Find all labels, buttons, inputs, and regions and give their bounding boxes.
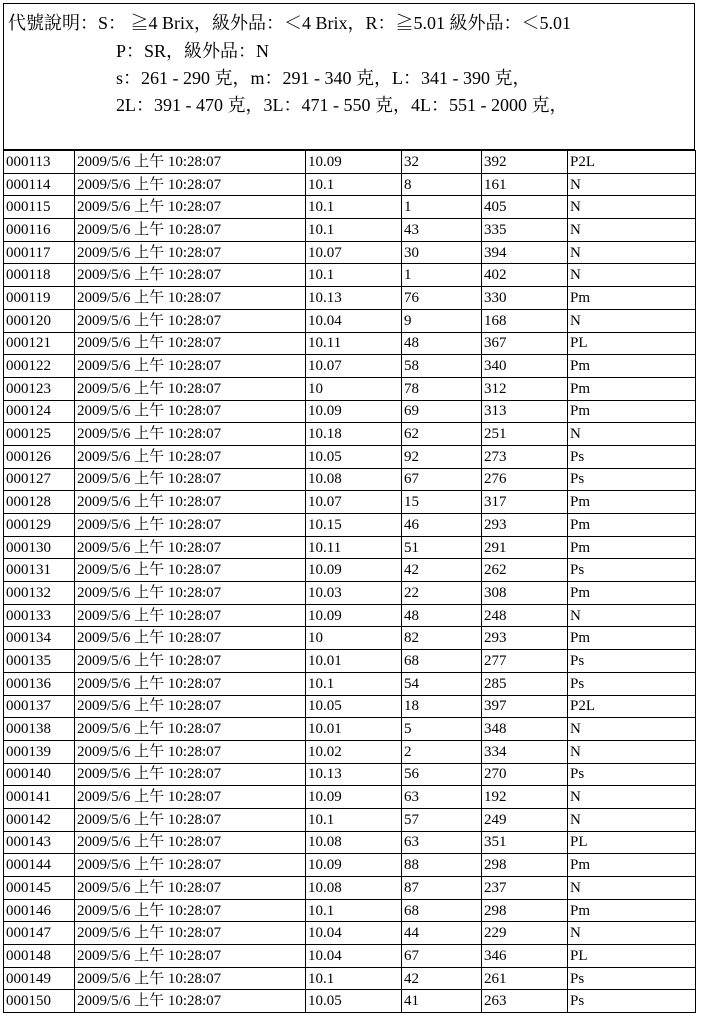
id-cell: 000118 <box>4 264 75 287</box>
count-cell: 82 <box>402 627 482 650</box>
brix-cell: 10.13 <box>306 763 402 786</box>
grade-cell: Ps <box>568 990 696 1013</box>
legend-line-3: s：261 - 290 克，m：291 - 340 克，L：341 - 390 克， <box>116 68 531 88</box>
datetime-cell: 2009/5/6 上午 10:28:07 <box>75 740 306 763</box>
table-row <box>4 945 696 968</box>
datetime-cell: 2009/5/6 上午 10:28:07 <box>75 332 306 355</box>
table-row <box>4 559 696 582</box>
datetime-cell: 2009/5/6 上午 10:28:07 <box>75 355 306 378</box>
brix-cell: 10.1 <box>306 899 402 922</box>
count-cell: 32 <box>402 151 482 174</box>
grade-cell: N <box>568 309 696 332</box>
datetime-cell: 2009/5/6 上午 10:28:07 <box>75 309 306 332</box>
table-row <box>4 196 696 219</box>
datetime-cell: 2009/5/6 上午 10:28:07 <box>75 763 306 786</box>
table-row <box>4 695 696 718</box>
count-cell: 2 <box>402 740 482 763</box>
count-cell: 41 <box>402 990 482 1013</box>
datetime-cell: 2009/5/6 上午 10:28:07 <box>75 990 306 1013</box>
datetime-cell: 2009/5/6 上午 10:28:07 <box>75 695 306 718</box>
id-cell: 000138 <box>4 718 75 741</box>
datetime-cell: 2009/5/6 上午 10:28:07 <box>75 922 306 945</box>
id-cell: 000141 <box>4 786 75 809</box>
grade-cell: Ps <box>568 445 696 468</box>
grade-cell: PL <box>568 332 696 355</box>
datetime-cell: 2009/5/6 上午 10:28:07 <box>75 877 306 900</box>
datetime-cell: 2009/5/6 上午 10:28:07 <box>75 377 306 400</box>
weight-cell: 402 <box>482 264 568 287</box>
brix-cell: 10.04 <box>306 309 402 332</box>
brix-cell: 10 <box>306 377 402 400</box>
count-cell: 42 <box>402 559 482 582</box>
grade-cell: N <box>568 786 696 809</box>
grade-cell: N <box>568 808 696 831</box>
id-cell: 000137 <box>4 695 75 718</box>
weight-cell: 285 <box>482 672 568 695</box>
brix-cell: 10.08 <box>306 877 402 900</box>
datetime-cell: 2009/5/6 上午 10:28:07 <box>75 514 306 537</box>
id-cell: 000143 <box>4 831 75 854</box>
datetime-cell: 2009/5/6 上午 10:28:07 <box>75 559 306 582</box>
datetime-cell: 2009/5/6 上午 10:28:07 <box>75 945 306 968</box>
id-cell: 000128 <box>4 491 75 514</box>
weight-cell: 308 <box>482 582 568 605</box>
brix-cell: 10.11 <box>306 536 402 559</box>
brix-cell: 10.07 <box>306 355 402 378</box>
count-cell: 63 <box>402 831 482 854</box>
weight-cell: 293 <box>482 627 568 650</box>
brix-cell: 10.05 <box>306 695 402 718</box>
id-cell: 000136 <box>4 672 75 695</box>
legend-line-2: P：SR，級外品：N <box>116 41 270 61</box>
grade-cell: Pm <box>568 514 696 537</box>
id-cell: 000132 <box>4 582 75 605</box>
table-row <box>4 491 696 514</box>
table-row <box>4 763 696 786</box>
grade-cell: N <box>568 196 696 219</box>
count-cell: 68 <box>402 650 482 673</box>
count-cell: 69 <box>402 400 482 423</box>
id-cell: 000123 <box>4 377 75 400</box>
brix-cell: 10.09 <box>306 400 402 423</box>
count-cell: 76 <box>402 287 482 310</box>
brix-cell: 10.05 <box>306 990 402 1013</box>
datetime-cell: 2009/5/6 上午 10:28:07 <box>75 672 306 695</box>
table-row <box>4 922 696 945</box>
id-cell: 000150 <box>4 990 75 1013</box>
id-cell: 000144 <box>4 854 75 877</box>
id-cell: 000139 <box>4 740 75 763</box>
datetime-cell: 2009/5/6 上午 10:28:07 <box>75 173 306 196</box>
weight-cell: 405 <box>482 196 568 219</box>
datetime-cell: 2009/5/6 上午 10:28:07 <box>75 219 306 242</box>
id-cell: 000115 <box>4 196 75 219</box>
table-body <box>4 151 696 1013</box>
id-cell: 000134 <box>4 627 75 650</box>
weight-cell: 317 <box>482 491 568 514</box>
id-cell: 000119 <box>4 287 75 310</box>
brix-cell: 10.09 <box>306 559 402 582</box>
weight-cell: 273 <box>482 445 568 468</box>
table-row <box>4 377 696 400</box>
table-row <box>4 967 696 990</box>
weight-cell: 237 <box>482 877 568 900</box>
table-row <box>4 990 696 1013</box>
count-cell: 62 <box>402 423 482 446</box>
weight-cell: 293 <box>482 514 568 537</box>
grade-cell: P2L <box>568 151 696 174</box>
datetime-cell: 2009/5/6 上午 10:28:07 <box>75 650 306 673</box>
id-cell: 000114 <box>4 173 75 196</box>
brix-cell: 10.1 <box>306 808 402 831</box>
table-row <box>4 672 696 695</box>
weight-cell: 249 <box>482 808 568 831</box>
id-cell: 000142 <box>4 808 75 831</box>
grade-cell: Pm <box>568 899 696 922</box>
weight-cell: 262 <box>482 559 568 582</box>
table-row <box>4 445 696 468</box>
weight-cell: 312 <box>482 377 568 400</box>
brix-cell: 10.04 <box>306 945 402 968</box>
count-cell: 54 <box>402 672 482 695</box>
grade-cell: PL <box>568 945 696 968</box>
brix-cell: 10.03 <box>306 582 402 605</box>
grade-cell: P2L <box>568 695 696 718</box>
weight-cell: 161 <box>482 173 568 196</box>
id-cell: 000133 <box>4 604 75 627</box>
grade-cell: N <box>568 604 696 627</box>
weight-cell: 351 <box>482 831 568 854</box>
datetime-cell: 2009/5/6 上午 10:28:07 <box>75 831 306 854</box>
grade-cell: N <box>568 877 696 900</box>
datetime-cell: 2009/5/6 上午 10:28:07 <box>75 196 306 219</box>
brix-cell: 10.07 <box>306 241 402 264</box>
brix-cell: 10.1 <box>306 173 402 196</box>
grade-cell: Ps <box>568 468 696 491</box>
table-row <box>4 808 696 831</box>
table-row <box>4 287 696 310</box>
weight-cell: 313 <box>482 400 568 423</box>
count-cell: 87 <box>402 877 482 900</box>
weight-cell: 392 <box>482 151 568 174</box>
id-cell: 000129 <box>4 514 75 537</box>
datetime-cell: 2009/5/6 上午 10:28:07 <box>75 854 306 877</box>
table-row <box>4 831 696 854</box>
brix-cell: 10.09 <box>306 604 402 627</box>
table-row <box>4 151 696 174</box>
count-cell: 46 <box>402 514 482 537</box>
grade-cell: N <box>568 219 696 242</box>
count-cell: 1 <box>402 264 482 287</box>
legend-box <box>3 3 695 150</box>
id-cell: 000120 <box>4 309 75 332</box>
grade-cell: N <box>568 740 696 763</box>
id-cell: 000149 <box>4 967 75 990</box>
grade-cell: Ps <box>568 967 696 990</box>
grade-cell: Pm <box>568 536 696 559</box>
table-row <box>4 173 696 196</box>
grade-cell: N <box>568 922 696 945</box>
count-cell: 51 <box>402 536 482 559</box>
datetime-cell: 2009/5/6 上午 10:28:07 <box>75 445 306 468</box>
grade-cell: Ps <box>568 763 696 786</box>
id-cell: 000145 <box>4 877 75 900</box>
count-cell: 67 <box>402 945 482 968</box>
weight-cell: 298 <box>482 854 568 877</box>
table-row <box>4 877 696 900</box>
brix-cell: 10.08 <box>306 831 402 854</box>
count-cell: 30 <box>402 241 482 264</box>
weight-cell: 248 <box>482 604 568 627</box>
table-row <box>4 423 696 446</box>
grade-cell: Ps <box>568 650 696 673</box>
datetime-cell: 2009/5/6 上午 10:28:07 <box>75 423 306 446</box>
table-row <box>4 718 696 741</box>
datetime-cell: 2009/5/6 上午 10:28:07 <box>75 241 306 264</box>
datetime-cell: 2009/5/6 上午 10:28:07 <box>75 627 306 650</box>
count-cell: 63 <box>402 786 482 809</box>
datetime-cell: 2009/5/6 上午 10:28:07 <box>75 718 306 741</box>
brix-cell: 10.18 <box>306 423 402 446</box>
table-row <box>4 627 696 650</box>
grade-cell: Pm <box>568 377 696 400</box>
grade-cell: N <box>568 241 696 264</box>
weight-cell: 335 <box>482 219 568 242</box>
datetime-cell: 2009/5/6 上午 10:28:07 <box>75 400 306 423</box>
weight-cell: 168 <box>482 309 568 332</box>
id-cell: 000140 <box>4 763 75 786</box>
brix-cell: 10 <box>306 627 402 650</box>
datetime-cell: 2009/5/6 上午 10:28:07 <box>75 786 306 809</box>
id-cell: 000135 <box>4 650 75 673</box>
datetime-cell: 2009/5/6 上午 10:28:07 <box>75 264 306 287</box>
legend-line-1: 代號說明：S： ≧4 Brix，級外品：＜4 Brix，R：≧5.01 級外品：＜5.01 <box>8 13 572 33</box>
weight-cell: 348 <box>482 718 568 741</box>
id-cell: 000117 <box>4 241 75 264</box>
datetime-cell: 2009/5/6 上午 10:28:07 <box>75 536 306 559</box>
grade-cell: Ps <box>568 672 696 695</box>
count-cell: 44 <box>402 922 482 945</box>
table-row <box>4 468 696 491</box>
brix-cell: 10.15 <box>306 514 402 537</box>
brix-cell: 10.1 <box>306 196 402 219</box>
count-cell: 18 <box>402 695 482 718</box>
count-cell: 5 <box>402 718 482 741</box>
weight-cell: 340 <box>482 355 568 378</box>
brix-cell: 10.01 <box>306 718 402 741</box>
table-row <box>4 309 696 332</box>
id-cell: 000113 <box>4 151 75 174</box>
table-row <box>4 604 696 627</box>
table-row <box>4 899 696 922</box>
datetime-cell: 2009/5/6 上午 10:28:07 <box>75 967 306 990</box>
weight-cell: 291 <box>482 536 568 559</box>
grade-cell: N <box>568 718 696 741</box>
count-cell: 57 <box>402 808 482 831</box>
table-row <box>4 355 696 378</box>
table-row <box>4 854 696 877</box>
grade-cell: PL <box>568 831 696 854</box>
weight-cell: 192 <box>482 786 568 809</box>
count-cell: 9 <box>402 309 482 332</box>
weight-cell: 397 <box>482 695 568 718</box>
weight-cell: 367 <box>482 332 568 355</box>
datetime-cell: 2009/5/6 上午 10:28:07 <box>75 582 306 605</box>
count-cell: 58 <box>402 355 482 378</box>
datetime-cell: 2009/5/6 上午 10:28:07 <box>75 491 306 514</box>
table-row <box>4 264 696 287</box>
weight-cell: 346 <box>482 945 568 968</box>
brix-cell: 10.1 <box>306 672 402 695</box>
table-row <box>4 650 696 673</box>
grade-cell: N <box>568 173 696 196</box>
count-cell: 43 <box>402 219 482 242</box>
brix-cell: 10.13 <box>306 287 402 310</box>
count-cell: 92 <box>402 445 482 468</box>
table-row <box>4 582 696 605</box>
id-cell: 000124 <box>4 400 75 423</box>
grade-cell: Pm <box>568 627 696 650</box>
id-cell: 000127 <box>4 468 75 491</box>
brix-cell: 10.05 <box>306 445 402 468</box>
id-cell: 000148 <box>4 945 75 968</box>
count-cell: 1 <box>402 196 482 219</box>
count-cell: 42 <box>402 967 482 990</box>
table-row <box>4 219 696 242</box>
count-cell: 48 <box>402 332 482 355</box>
weight-cell: 277 <box>482 650 568 673</box>
table-row <box>4 786 696 809</box>
weight-cell: 276 <box>482 468 568 491</box>
id-cell: 000121 <box>4 332 75 355</box>
table-row <box>4 241 696 264</box>
id-cell: 000147 <box>4 922 75 945</box>
datetime-cell: 2009/5/6 上午 10:28:07 <box>75 899 306 922</box>
id-cell: 000126 <box>4 445 75 468</box>
id-cell: 000131 <box>4 559 75 582</box>
brix-cell: 10.1 <box>306 219 402 242</box>
grade-cell: Pm <box>568 582 696 605</box>
brix-cell: 10.09 <box>306 786 402 809</box>
brix-cell: 10.1 <box>306 967 402 990</box>
table-row <box>4 400 696 423</box>
brix-cell: 10.08 <box>306 468 402 491</box>
table-row <box>4 514 696 537</box>
count-cell: 68 <box>402 899 482 922</box>
brix-cell: 10.11 <box>306 332 402 355</box>
id-cell: 000146 <box>4 899 75 922</box>
grade-cell: Pm <box>568 491 696 514</box>
id-cell: 000130 <box>4 536 75 559</box>
data-table <box>3 150 696 1013</box>
brix-cell: 10.01 <box>306 650 402 673</box>
datetime-cell: 2009/5/6 上午 10:28:07 <box>75 468 306 491</box>
grade-cell: Pm <box>568 355 696 378</box>
weight-cell: 334 <box>482 740 568 763</box>
count-cell: 78 <box>402 377 482 400</box>
table-row <box>4 740 696 763</box>
brix-cell: 10.04 <box>306 922 402 945</box>
brix-cell: 10.07 <box>306 491 402 514</box>
grade-cell: Pm <box>568 287 696 310</box>
weight-cell: 229 <box>482 922 568 945</box>
weight-cell: 298 <box>482 899 568 922</box>
weight-cell: 394 <box>482 241 568 264</box>
weight-cell: 263 <box>482 990 568 1013</box>
brix-cell: 10.09 <box>306 151 402 174</box>
weight-cell: 261 <box>482 967 568 990</box>
count-cell: 22 <box>402 582 482 605</box>
weight-cell: 330 <box>482 287 568 310</box>
count-cell: 67 <box>402 468 482 491</box>
legend-line-4: 2L：391 - 470 克，3L：471 - 550 克，4L：551 - 2000 克， <box>116 95 568 115</box>
weight-cell: 270 <box>482 763 568 786</box>
grade-cell: N <box>568 423 696 446</box>
count-cell: 56 <box>402 763 482 786</box>
brix-cell: 10.09 <box>306 854 402 877</box>
brix-cell: 10.02 <box>306 740 402 763</box>
count-cell: 88 <box>402 854 482 877</box>
datetime-cell: 2009/5/6 上午 10:28:07 <box>75 287 306 310</box>
grade-cell: Pm <box>568 854 696 877</box>
grade-cell: Pm <box>568 400 696 423</box>
grade-cell: N <box>568 264 696 287</box>
id-cell: 000125 <box>4 423 75 446</box>
id-cell: 000116 <box>4 219 75 242</box>
weight-cell: 251 <box>482 423 568 446</box>
grade-cell: Ps <box>568 559 696 582</box>
count-cell: 15 <box>402 491 482 514</box>
count-cell: 48 <box>402 604 482 627</box>
datetime-cell: 2009/5/6 上午 10:28:07 <box>75 151 306 174</box>
datetime-cell: 2009/5/6 上午 10:28:07 <box>75 604 306 627</box>
table-row <box>4 332 696 355</box>
datetime-cell: 2009/5/6 上午 10:28:07 <box>75 808 306 831</box>
count-cell: 8 <box>402 173 482 196</box>
id-cell: 000122 <box>4 355 75 378</box>
table-row <box>4 536 696 559</box>
brix-cell: 10.1 <box>306 264 402 287</box>
